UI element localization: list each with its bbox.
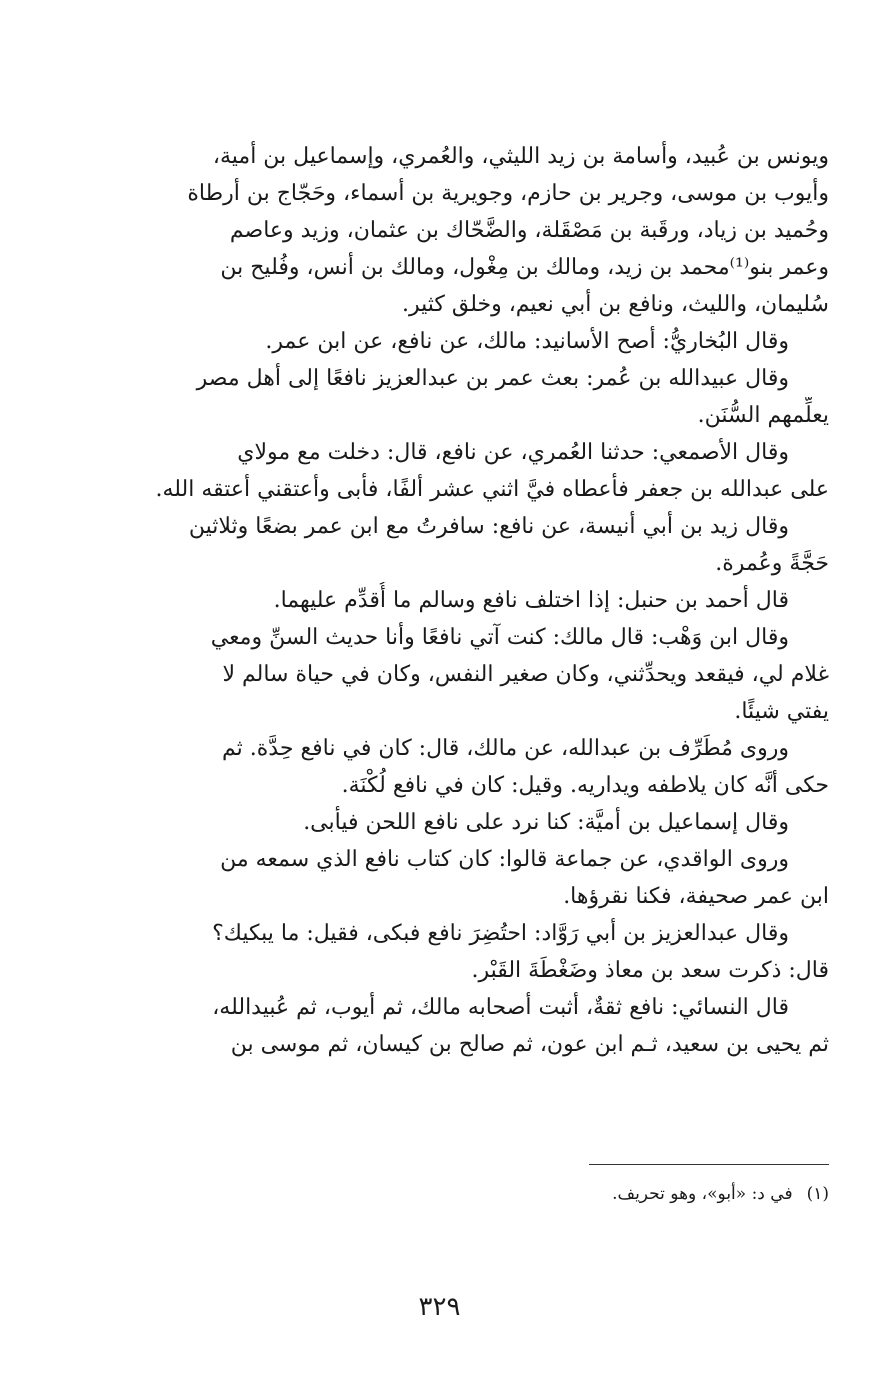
text-line: وقال عبدالعزيز بن أبي رَوَّاد: احتُضِرَ نافع فبكى، فقيل: ما يبكيك؟: [212, 921, 789, 946]
footnote-number: (١): [806, 1184, 829, 1204]
text-line: يفتي شيئًا.: [734, 699, 829, 724]
text-line: على عبدالله بن جعفر فأعطاه فيَّ اثني عشر ألفًا، فأبى وأعتقني أعتقه الله.: [155, 477, 829, 502]
page-number: ٣٢٩: [418, 1292, 461, 1322]
text-line: وعمر بنو⁽¹⁾محمد بن زيد، ومالك بن مِغْول، ومالك بن أنس، وفُليح بن: [220, 255, 829, 280]
text-line: وقال إسماعيل بن أميَّة: كنا نرد على نافع اللحن فيأبى.: [303, 810, 789, 835]
text-line: وقال الأصمعي: حدثنا العُمري، عن نافع، قال: دخلت مع مولاي: [237, 440, 789, 465]
footnote-text: في د: «أبو»، وهو تحريف.: [612, 1184, 793, 1204]
text-line: سُليمان، والليث، ونافع بن أبي نعيم، وخلق كثير.: [401, 292, 829, 317]
text-line: ويونس بن عُبيد، وأسامة بن زيد الليثي، والعُمري، وإسماعيل بن أمية،: [212, 144, 829, 169]
text-line: حكى أنَّه كان يلاطفه ويداريه. وقيل: كان في نافع لُكْنَة.: [341, 773, 829, 798]
text-line: قال أحمد بن حنبل: إذا اختلف نافع وسالم ما أُقدِّم عليهما.: [273, 588, 789, 613]
text-line: وحُميد بن زياد، ورقَبة بن مَصْقَلة، والضَّحّاك بن عثمان، وزيد وعاصم: [229, 218, 829, 243]
text-line: وقال زيد بن أبي أنيسة، عن نافع: سافرتُ مع ابن عمر بضعًا وثلاثين: [188, 514, 789, 539]
text-line: وقال البُخاريُّ: أصح الأسانيد: مالك، عن نافع، عن ابن عمر.: [265, 329, 789, 354]
text-line: حَجَّةً وعُمرة.: [715, 551, 829, 576]
footnote-divider: [589, 1164, 829, 1165]
text-line: غلام لي، فيقعد ويحدِّثني، وكان صغير النفس، وكان في حياة سالم لا: [222, 662, 829, 687]
text-line: وأيوب بن موسى، وجرير بن حازم، وجويرية بن أسماء، وحَجّاج بن أرطاة: [187, 181, 829, 206]
text-line: قال النسائي: نافع ثقةٌ، أثبت أصحابه مالك، ثم أيوب، ثم عُبيدالله،: [212, 995, 789, 1020]
footnote: [39, 1180, 829, 1208]
text-line: وروى الواقدي، عن جماعة قالوا: كان كتاب نافع الذي سمعه من: [220, 847, 789, 872]
main-text: [39, 138, 829, 1063]
text-line: وروى مُطَرِّف بن عبدالله، عن مالك، قال: كان في نافع حِدَّة. ثم: [222, 736, 789, 761]
text-line: ابن عمر صحيفة، فكنا نقرؤها.: [563, 884, 829, 909]
text-line: ثم يحيى بن سعيد، ثـم ابن عون، ثم صالح بن كيسان، ثم موسى بن: [230, 1032, 829, 1057]
text-line: قال: ذكرت سعد بن معاذ وضَغْطَةَ القَبْر.: [471, 958, 829, 983]
text-line: وقال ابن وَهْب: قال مالك: كنت آتي نافعًا وأنا حديث السنِّ ومعي: [210, 625, 789, 650]
text-line: يعلِّمهم السُّنَن.: [697, 403, 829, 428]
text-line: وقال عبيدالله بن عُمر: بعث عمر بن عبدالعزيز نافعًا إلى أهل مصر: [196, 366, 789, 391]
